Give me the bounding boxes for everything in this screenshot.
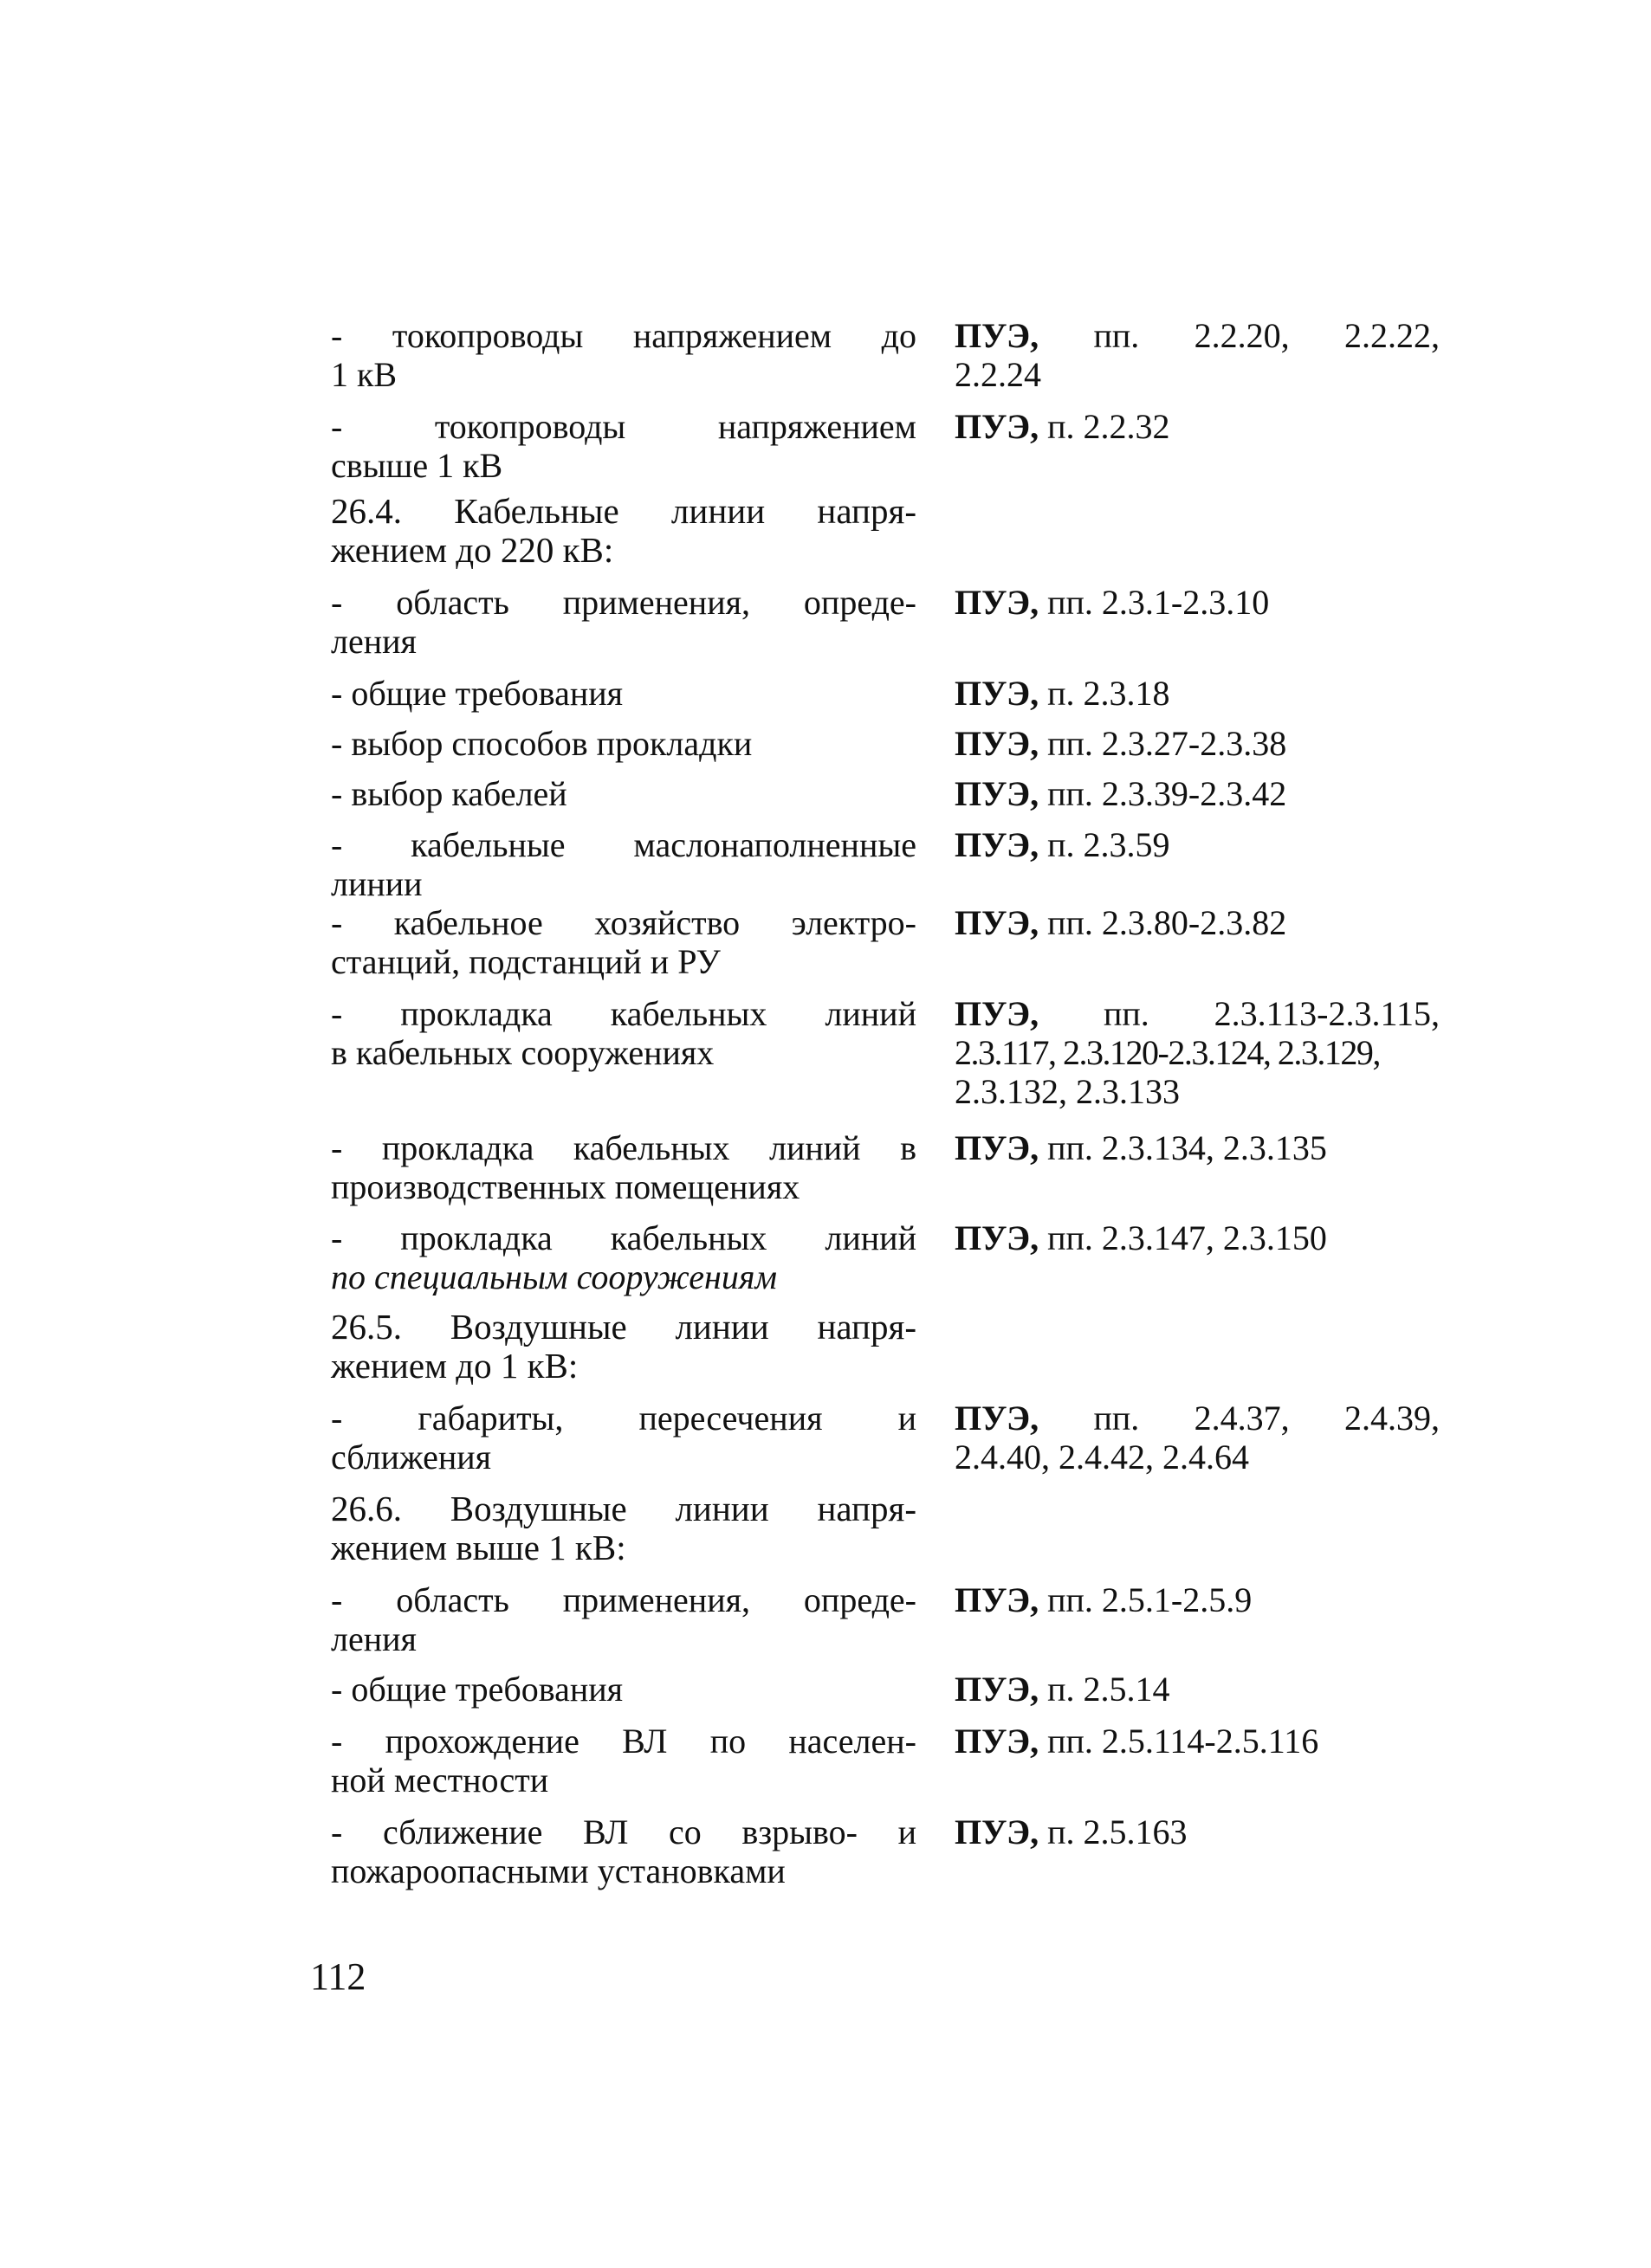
table-row [331, 1722, 1440, 1817]
row-reference [955, 1399, 1440, 1476]
description-line: - область применения, опреде- [331, 583, 916, 622]
description-line: сближения [331, 1438, 492, 1476]
reference-code: ПУЭ, [955, 774, 1039, 813]
reference-line: пп. 2.5.1-2.5.9 [1047, 1580, 1253, 1619]
description-line: - прокладка кабельных линий в [331, 1128, 916, 1167]
row-description [331, 825, 916, 903]
description-line: жением выше 1 кВ: [331, 1528, 626, 1567]
reference-code: ПУЭ, [955, 1580, 1039, 1619]
description-line: 26.6. Воздушные линии напря- [331, 1489, 916, 1528]
row-description [331, 1812, 916, 1890]
reference-line: п. 2.5.163 [1047, 1812, 1188, 1851]
row-description [331, 1399, 916, 1476]
description-line: - выбор кабелей [331, 774, 567, 813]
table-row [331, 1128, 1440, 1224]
reference-line: пп. 2.4.37, 2.4.39, [1093, 1399, 1441, 1438]
table-row [331, 1399, 1440, 1494]
row-description [331, 583, 916, 661]
table-row [331, 903, 1440, 998]
reference-code: ПУЭ, [955, 1128, 1039, 1167]
description-line: - общие требования [331, 674, 624, 713]
description-line: свыше 1 кВ [331, 446, 503, 485]
row-reference [955, 774, 1440, 813]
reference-line: п. 2.3.18 [1047, 674, 1170, 713]
reference-line: пп. 2.3.134, 2.3.135 [1047, 1128, 1327, 1167]
reference-line: п. 2.5.14 [1047, 1670, 1170, 1709]
reference-line: пп. 2.3.113-2.3.115, [1103, 994, 1440, 1033]
table-row [331, 316, 1440, 411]
section-heading [331, 492, 1440, 587]
section-heading [331, 1308, 1440, 1403]
reference-line: 2.2.24 [955, 355, 1041, 394]
description-line: в кабельных сооружениях [331, 1033, 715, 1072]
reference-line: пп. 2.3.1-2.3.10 [1047, 583, 1270, 622]
description-line: жением до 1 кВ: [331, 1346, 579, 1386]
description-line: линии [331, 864, 423, 903]
description-line: - общие требования [331, 1670, 624, 1709]
row-reference [955, 1812, 1440, 1851]
reference-line: пп. 2.3.27-2.3.38 [1047, 724, 1287, 763]
reference-code: ПУЭ, [955, 1399, 1039, 1438]
row-reference [955, 1722, 1440, 1761]
reference-line: 2.3.132, 2.3.133 [955, 1072, 1180, 1111]
reference-code: ПУЭ, [955, 1218, 1039, 1257]
table-row [331, 1812, 1440, 1908]
description-line: производственных помещениях [331, 1167, 800, 1206]
description-line: ления [331, 622, 417, 661]
row-description [331, 1128, 916, 1206]
description-line: - прокладка кабельных линий [331, 994, 916, 1033]
row-reference [955, 1580, 1440, 1619]
row-description [331, 1670, 916, 1709]
row-description [331, 903, 916, 981]
description-line: пожароопасными установками [331, 1851, 786, 1890]
row-reference [955, 316, 1440, 394]
description-line: ления [331, 1619, 417, 1658]
table-row [331, 1580, 1440, 1676]
row-description [331, 316, 916, 394]
row-description [331, 1218, 916, 1296]
description-line: 26.4. Кабельные линии напря- [331, 491, 916, 531]
description-line: 26.5. Воздушные линии напря- [331, 1307, 916, 1347]
reference-code: ПУЭ, [955, 994, 1039, 1033]
table-row [331, 407, 1440, 502]
description-line: - кабельные маслонаполненные [331, 825, 916, 864]
reference-line: п. 2.2.32 [1047, 407, 1170, 446]
description-line: - сближение ВЛ со взрыво- и [331, 1812, 916, 1851]
description-line: - токопроводы напряжением до [331, 316, 916, 355]
reference-line: пп. 2.2.20, 2.2.22, [1093, 316, 1441, 355]
row-description [331, 724, 916, 763]
reference-code: ПУЭ, [955, 316, 1039, 355]
description-line: - токопроводы напряжением [331, 407, 916, 446]
reference-code: ПУЭ, [955, 724, 1039, 763]
row-reference [955, 1128, 1440, 1167]
reference-line: пп. 2.3.147, 2.3.150 [1047, 1218, 1327, 1257]
reference-code: ПУЭ, [955, 407, 1039, 446]
reference-line: 2.3.117, 2.3.120-2.3.124, 2.3.129, [955, 1033, 1380, 1072]
row-reference [955, 994, 1440, 1111]
reference-code: ПУЭ, [955, 1670, 1039, 1709]
reference-code: ПУЭ, [955, 1722, 1039, 1761]
row-description [331, 1722, 916, 1800]
row-description [331, 674, 916, 713]
description-line: жением до 220 кВ: [331, 530, 614, 570]
row-reference [955, 674, 1440, 713]
reference-code: ПУЭ, [955, 583, 1039, 622]
row-reference [955, 825, 1440, 864]
row-reference [955, 1218, 1440, 1257]
row-reference [955, 407, 1440, 446]
reference-line: пп. 2.3.80-2.3.82 [1047, 903, 1287, 942]
description-line: - выбор способов прокладки [331, 724, 753, 763]
row-description [331, 1308, 916, 1386]
reference-code: ПУЭ, [955, 1812, 1039, 1851]
reference-line: пп. 2.3.39-2.3.42 [1047, 774, 1287, 813]
row-reference [955, 583, 1440, 622]
table-row [331, 1218, 1440, 1314]
description-line: - кабельное хозяйство электро- [331, 903, 916, 942]
description-line: - область применения, опреде- [331, 1580, 916, 1619]
reference-code: ПУЭ, [955, 825, 1039, 864]
row-description [331, 1580, 916, 1658]
reference-code: ПУЭ, [955, 674, 1039, 713]
description-line: - габариты, пересечения и [331, 1399, 916, 1438]
description-line: ной местности [331, 1761, 549, 1800]
row-reference [955, 1670, 1440, 1709]
row-description [331, 994, 916, 1072]
section-heading [331, 1489, 1440, 1585]
description-line: - прокладка кабельных линий [331, 1218, 916, 1257]
row-reference [955, 724, 1440, 763]
reference-line: п. 2.3.59 [1047, 825, 1170, 864]
reference-code: ПУЭ, [955, 903, 1039, 942]
row-description [331, 407, 916, 485]
row-description [331, 1489, 916, 1567]
description-line: 1 кВ [331, 355, 398, 394]
reference-line: 2.4.40, 2.4.42, 2.4.64 [955, 1438, 1249, 1476]
row-description [331, 492, 916, 570]
description-line: по специальным сооружениям [331, 1257, 777, 1296]
description-line: - прохождение ВЛ по населен- [331, 1722, 916, 1761]
table-row [331, 583, 1440, 678]
description-line: станций, подстанций и РУ [331, 942, 721, 981]
page-number: 112 [310, 1955, 366, 1998]
table-row [331, 994, 1440, 1124]
reference-line: пп. 2.5.114-2.5.116 [1047, 1722, 1319, 1761]
row-description [331, 774, 916, 813]
row-reference [955, 903, 1440, 942]
